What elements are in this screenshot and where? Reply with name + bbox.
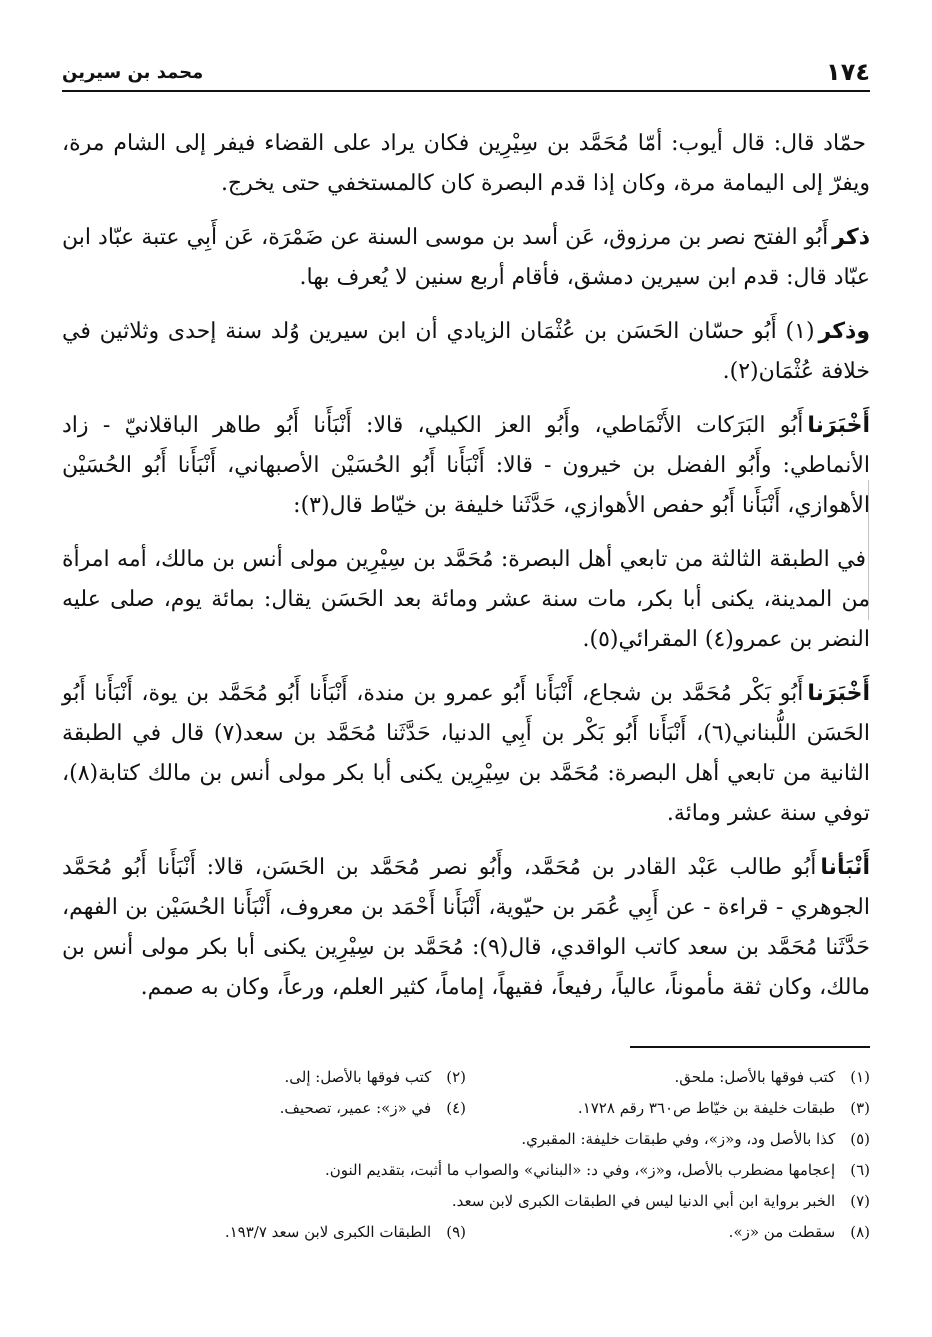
paragraph-text: (١) أَبُو حسّان الحَسَن بن عُثْمَان الزيادي أن ابن سيرين وُلد سنة إحدى وثلاثين في خلافة عُثْمَان(٢). (62, 319, 870, 384)
paragraph-text: في الطبقة الثالثة من تابعي أهل البصرة: مُحَمَّد بن سِيْرِين مولى أنس بن مالك، أمه امرأة من المدينة، يكنى أبا بكر، مات سنة عشر ومائة بعد الحَسَن يقال: بمائة يوم، صلى عليه النضر بن عمرو(٤) المقرائي(٥). (62, 547, 870, 652)
paragraph (62, 540, 870, 660)
footnote-row (62, 1093, 870, 1124)
footnote-number: (٦) (850, 1161, 870, 1179)
footnote-text: طبقات خليفة بن خيّاط ص٣٦٠ رقم ١٧٢٨. (577, 1099, 836, 1117)
footnote-text: سقطت من «ز». (728, 1223, 836, 1241)
footnote (62, 1093, 466, 1124)
footnote-number: (٨) (850, 1223, 870, 1241)
footnote-text: الخبر برواية ابن أبي الدنيا ليس في الطبقات الكبرى لابن سعد. (451, 1192, 836, 1210)
footnote-number: (٧) (850, 1192, 870, 1210)
footnote (62, 1124, 870, 1155)
paragraph-lead: ذكر (832, 225, 870, 250)
paragraph (62, 312, 870, 392)
footnote (62, 1186, 870, 1217)
paragraph-text: أَبُو طالب عَبْد القادر بن مُحَمَّد، وأَبُو نصر مُحَمَّد بن الحَسَن، قالا: أَنْبَأَنا أَبُو مُحَمَّد الجوهري - قراءة - عن أَبِي عُمَر بن حيّوية، أَنْبَأَنا أَحْمَد بن معروف، أَنْبَأَنا الحُسَيْن بن الفهم، حَدَّثَنا مُحَمَّد بن سعد كاتب الواقدي، قال(٩): مُحَمَّد بن سِيْرِين يكنى أبا بكر مولى أنس بن مالك، وكان ثقة مأموناً، عالياً، رفيعاً، فقيهاً، إماماً، كثير العلم، ورعاً، وكان به صمم. (62, 855, 871, 1000)
paragraph-lead: أَنْبَأنا (820, 855, 870, 880)
footnotes (62, 1062, 870, 1248)
running-head: محمد بن سيرين (62, 62, 204, 83)
footnote-text: كتب فوقها بالأصل: إلى. (284, 1068, 432, 1086)
paragraph (62, 124, 870, 204)
footnote-row (62, 1186, 870, 1217)
page-number: ١٧٤ (826, 58, 870, 86)
paragraph-text: أَبُو بَكْر مُحَمَّد بن شجاع، أَنْبَأَنا أَبُو عمرو بن مندة، أَنْبَأَنا أَبُو مُحَمَّد بن يوة، أَنْبَأَنا أَبُو الحَسَن اللُّبناني(٦)، أَنْبَأَنا أَبُو بَكْر بن أَبِي الدنيا، حَدَّثَنا مُحَمَّد بن سعد(٧) قال في الطبقة الثانية من تابعي أهل البصرة: مُحَمَّد بن سِيْرِين يكنى أبا بكر مولى أنس بن مالك كتابة(٨)، توفي سنة عشر ومائة. (62, 681, 870, 826)
page-header (62, 56, 870, 92)
footnote-row (62, 1062, 870, 1093)
paragraph (62, 406, 870, 526)
footnote-row (62, 1155, 870, 1186)
footnote-number: (٢) (446, 1068, 466, 1086)
footnote-row (62, 1124, 870, 1155)
paragraph-text: حمّاد قال: قال أيوب: أمّا مُحَمَّد بن سِيْرِين فكان يراد على القضاء فيفر إلى الشام مرة، ويفرّ إلى اليمامة مرة، وكان إذا قدم البصرة كان كالمستخفي حتى يخرج. (62, 131, 870, 196)
footnote (62, 1155, 870, 1186)
footnote (466, 1093, 870, 1124)
paragraph-lead: وذكر (818, 319, 870, 344)
paragraph (62, 674, 870, 834)
footnote-text: كتب فوقها بالأصل: ملحق. (674, 1068, 836, 1086)
footnote (62, 1217, 466, 1248)
footnote-number: (٩) (446, 1223, 466, 1241)
body-text (62, 124, 870, 1022)
footnote (466, 1217, 870, 1248)
footnote (466, 1062, 870, 1093)
footnote-text: في «ز»: عمير، تصحيف. (279, 1099, 432, 1117)
paragraph (62, 848, 870, 1008)
footnote-number: (٥) (850, 1130, 870, 1148)
footnote-number: (٤) (446, 1099, 466, 1117)
footnotes-divider (630, 1046, 870, 1048)
footnote-text: الطبقات الكبرى لابن سعد ١٩٣/٧. (224, 1223, 432, 1241)
footnote (62, 1062, 466, 1093)
paragraph-text: أَبُو البَرَكات الأَنْمَاطي، وأَبُو العز الكيلي، قالا: أَنْبَأَنا أَبُو طاهر الباقلانيّ - زاد الأنماطي: وأَبُو الفضل بن خيرون - قالا: أَنْبَأَنا أَبُو الحُسَيْن الأصبهاني، أَنْبَأَنا أَبُو الحُسَيْن الأهوازي، أَنْبَأَنا أَبُو حفص الأهوازي، حَدَّثَنا خليفة بن خيّاط قال(٣): (62, 413, 870, 518)
paragraph-lead: أَخْبَرَنا (807, 681, 870, 706)
footnote-number: (١) (850, 1068, 870, 1086)
paragraph (62, 218, 870, 298)
footnote-text: كذا بالأصل ود، و«ز»، وفي طبقات خليفة: المقبري. (521, 1130, 836, 1148)
footnote-text: إعجامها مضطرب بالأصل، و«ز»، وفي د: «البناني» والصواب ما أثبت، بتقديم النون. (324, 1161, 836, 1179)
paragraph-lead: أَخْبَرَنا (807, 413, 870, 438)
paragraph-text: أَبُو الفتح نصر بن مرزوق، عَن أسد بن موسى السنة عن ضَمْرَة، عَن أَبِي عتبة عبّاد ابن عبّاد قال: قدم ابن سيرين دمشق، فأقام أربع سنين لا يُعرف بها. (62, 225, 870, 290)
footnote-row (62, 1217, 870, 1248)
footnote-number: (٣) (850, 1099, 870, 1117)
